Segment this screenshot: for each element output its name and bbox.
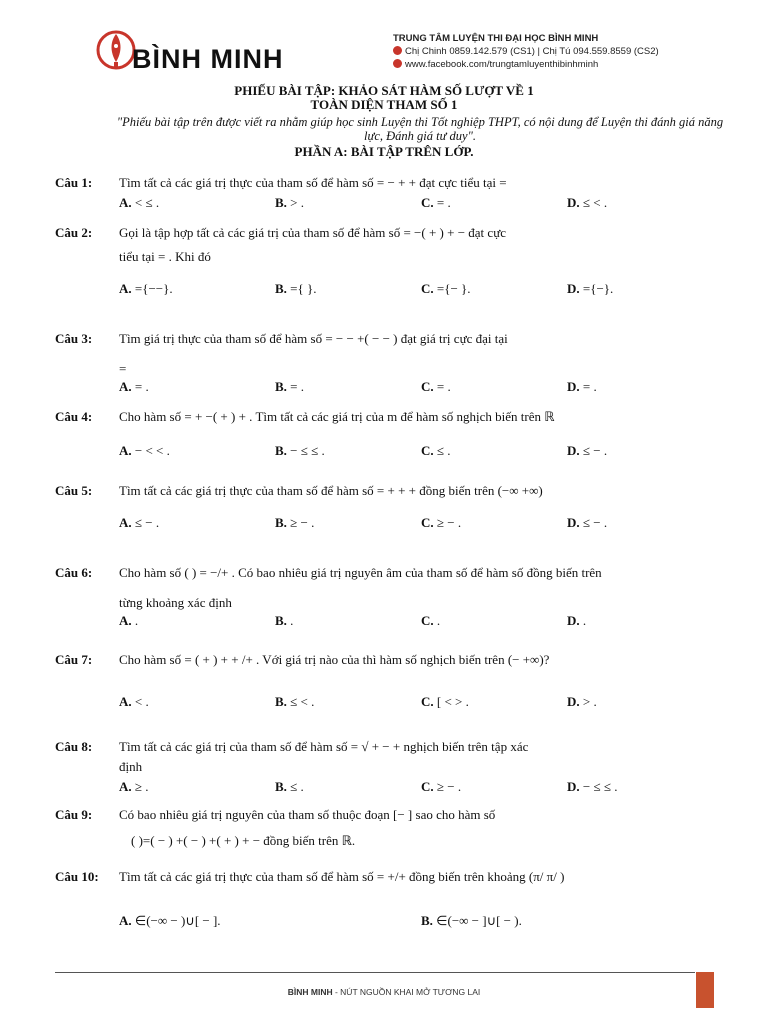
question-number: Câu 2: [55,225,93,240]
question-text: Cho hàm số = + −( + ) + . Tìm tất cả các giá trị của m để hàm số nghịch biến trên ℝ [119,409,555,424]
question-number: Câu 1: [55,175,93,190]
option-d: D. ≤ − . [567,443,608,458]
center-info [393,32,659,71]
option-b: B. ≥ − . [275,515,315,530]
option-a: A. . [119,613,139,628]
option-d: D. ≤ − . [567,515,608,530]
option-d: D. > . [567,694,597,709]
question-text: Tìm giá trị thực của tham số để hàm số = − − +( − − ) đạt giá trị cực đại tại [119,331,508,346]
option-d: D. = . [567,379,597,394]
option-b: B. > . [275,195,305,210]
option-d: D. ≤ < . [567,195,608,210]
page-corner-tab [696,972,714,1008]
question-text-line-2: tiểu tại = . Khi đó [119,249,211,264]
question-text: Có bao nhiêu giá trị nguyên của tham số thuộc đoạn [− ] sao cho hàm số [119,807,496,822]
option-c: C. ={− }. [421,281,471,296]
question-text: Tìm tất cả các giá trị thực của tham số để hàm số = +/+ đồng biến trên khoảng (π/ π/ ) [119,869,565,884]
option-a: A. − < < . [119,443,170,458]
footer-slogan: - NÚT NGUỒN KHAI MỞ TƯƠNG LAI [332,987,481,997]
option-c: C. . [421,613,441,628]
option-a: A. ={−−}. [119,281,173,296]
question-number: Câu 7: [55,652,93,667]
option-d: D. . [567,613,587,628]
option-b: B. − ≤ ≤ . [275,443,325,458]
option-a: A. < ≤ . [119,195,160,210]
question-number: Câu 10: [55,869,99,884]
contact-facebook-row [393,58,659,71]
question-number: Câu 9: [55,807,93,822]
question-number: Câu 8: [55,739,93,754]
question-text-line-2: từng khoảng xác định [119,595,232,610]
page-footer [0,987,768,997]
question-text-line-2: = [119,361,127,376]
option-a: A. ∈(−∞ − )∪[ − ]. [119,913,221,928]
question-text: Tìm tất cả các giá trị thực của tham số để hàm số = + + + đồng biến trên (−∞ +∞) [119,483,543,498]
question-text-line-2: ( )=( − ) +( − ) +( + ) + − đồng biến trên ℝ. [131,833,356,848]
option-c: C. = . [421,379,451,394]
option-c: C. ≤ . [421,443,451,458]
contact-phone-row [393,45,659,58]
option-b: B. = . [275,379,305,394]
question-text: Gọi là tập hợp tất cả các giá trị của tham số để hàm số = −( + ) + − đạt cực [119,225,507,240]
brand-name: BÌNH MINH [132,44,284,74]
option-b: B. ∈(−∞ − ]∪[ − ). [421,913,522,928]
question-text: Tìm tất cả các giá trị thực của tham số để hàm số = − + + đạt cực tiểu tại = [119,175,507,190]
option-c: C. [ < > . [421,694,469,709]
title-line-1: PHIẾU BÀI TẬP: KHẢO SÁT HÀM SỐ LƯỢT VỀ 1 [234,83,534,98]
title-line-2: TOÀN DIỆN THAM SỐ 1 [310,97,458,112]
question-number: Câu 3: [55,331,93,346]
worksheet-title [0,84,768,112]
option-d: D. ={−}. [567,281,614,296]
option-c: C. ≥ − . [421,515,462,530]
question-text-line-2: định [119,759,143,774]
footer-divider [55,972,695,973]
option-b: B. ≤ < . [275,694,315,709]
option-a: A. = . [119,379,149,394]
question-text: Tìm tất cả các giá trị của tham số để hàm số = √ + − + nghịch biến trên tập xác [119,739,529,754]
question-number: Câu 6: [55,565,93,580]
facebook-icon [393,59,402,68]
question-text: Cho hàm số = ( + ) + + /+ . Với giá trị nào của thì hàm số nghịch biến trên (− +∞)? [119,652,550,667]
question-text: Cho hàm số ( ) = −/+ . Có bao nhiêu giá trị nguyên âm của tham số để hàm số đồng biến trên [119,565,602,580]
option-a: A. ≤ − . [119,515,160,530]
center-name: TRUNG TÂM LUYỆN THI ĐẠI HỌC BÌNH MINH [393,33,599,44]
option-b: B. ≤ . [275,779,304,794]
option-b: B. . [275,613,294,628]
option-b: B. ={ }. [275,281,317,296]
option-c: C. = . [421,195,451,210]
footer-brand: BÌNH MINH [287,987,333,997]
option-a: A. ≥ . [119,779,149,794]
part-a-heading: PHẦN A: BÀI TẬP TRÊN LỚP. [294,144,474,159]
option-c: C. ≥ − . [421,779,462,794]
question-number: Câu 4: [55,409,93,424]
question-number: Câu 5: [55,483,93,498]
option-d: D. − ≤ ≤ . [567,779,618,794]
contact-facebook[interactable]: www.facebook.com/trungtamluyenthibinhminh [405,59,599,70]
worksheet-subtitle: "Phiếu bài tập trên được viết ra nhằm giúp học sinh Luyện thi Tốt nghiệp THPT, có nội dung để Luyện thi đánh giá năng lực, Đánh giá tư duy". [116,115,724,143]
contact-phone: Chị Chinh 0859.142.579 (CS1) | Chị Tú 094.559.8559 (CS2) [405,46,659,57]
option-a: A. < . [119,694,149,709]
phone-icon [393,46,402,55]
page-header [0,0,768,80]
